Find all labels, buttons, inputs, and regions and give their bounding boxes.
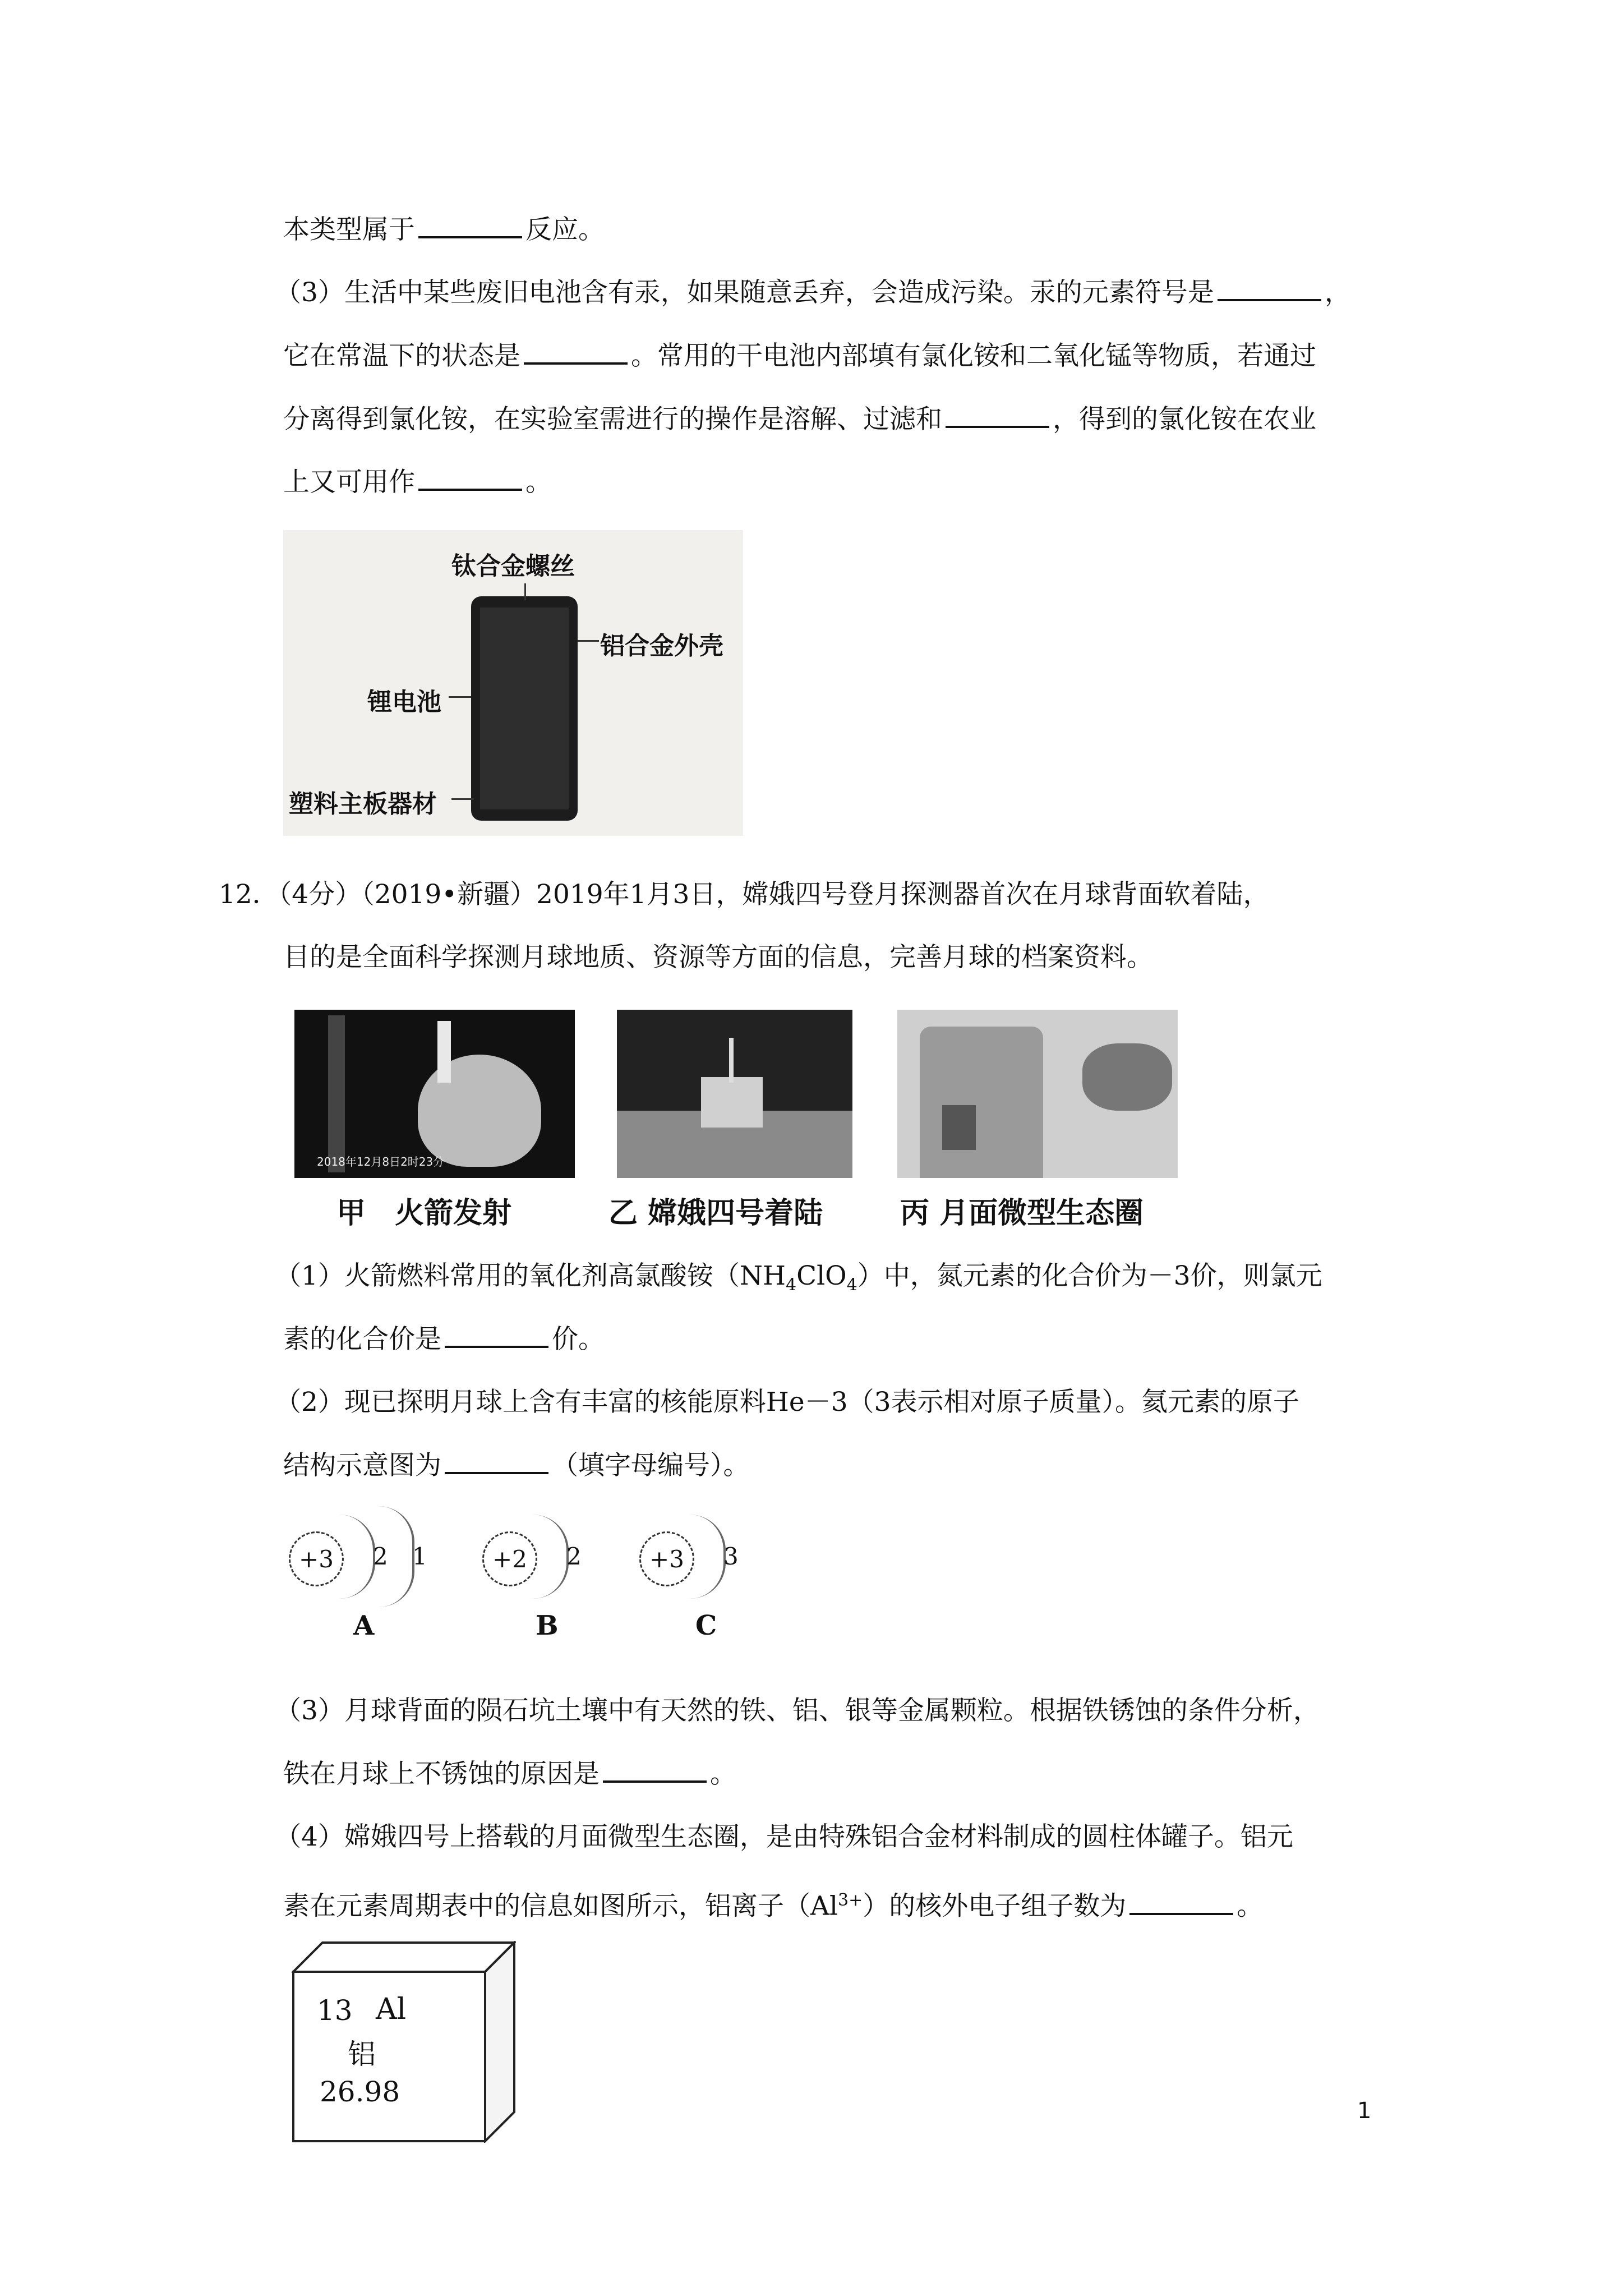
label-aluminum-shell: 铝合金外壳 (600, 632, 723, 660)
rocket-body (437, 1021, 451, 1083)
element-mass: 26.98 (320, 2076, 400, 2108)
lander-body (701, 1077, 763, 1128)
pointer-line (449, 696, 471, 698)
label-titanium-screw: 钛合金螺丝 (451, 552, 575, 581)
element-card-outline (292, 1941, 516, 2143)
element-name: 铝 (348, 2038, 376, 2070)
element-number: 13 (317, 1994, 353, 2027)
answer-blank[interactable] (445, 1452, 548, 1474)
element-symbol: Al (376, 1993, 407, 2026)
phone-figure (283, 530, 743, 836)
atom-b-label: B (536, 1610, 559, 1641)
caption-rocket-launch: 甲 火箭发射 (336, 1197, 512, 1230)
answer-blank[interactable] (946, 406, 1049, 428)
atom-a-nucleus: +3 (289, 1531, 344, 1586)
pointer-line (451, 798, 474, 800)
phone-body (471, 596, 578, 821)
ecosphere-canister (920, 1027, 1043, 1178)
atom-diagram-a (289, 1520, 457, 1644)
atom-b-electrons-1: 2 (566, 1543, 582, 1570)
phone-screen (480, 608, 569, 809)
answer-blank[interactable] (603, 1760, 707, 1783)
atom-diagram-c (639, 1520, 785, 1644)
pointer-line (578, 640, 599, 642)
text-line-5: 上又可用作 。 (283, 467, 552, 498)
atom-c-label: C (695, 1610, 717, 1641)
atom-b-shell-1 (533, 1515, 569, 1599)
label-lithium-battery: 锂电池 (367, 688, 441, 716)
text-line-1: 本类型属于 反应。 (283, 214, 605, 245)
question-12-line-1: 12．（4分）（2019•新疆）2019年1月3日，嫦娥四号登月探测器首次在月球背面软着陆， (219, 879, 1270, 910)
pointer-line (524, 583, 526, 600)
part-3-line-2: 铁在月球上不锈蚀的原因是 。 (283, 1759, 736, 1789)
question-12-line-2: 目的是全面科学探测月球地质、资源等方面的信息，完善月球的档案资料。 (283, 942, 1153, 973)
answer-blank[interactable] (524, 342, 628, 365)
part-1-line-1: （1）火箭燃料常用的氧化剂高氯酸铵$(NH_4ClO_4)$中，氮元素的化合价为－3价，则氯元 (275, 1260, 1322, 1295)
atom-a-shell-1 (339, 1515, 375, 1599)
atom-c-shell-1 (690, 1515, 726, 1599)
element-card (292, 1941, 516, 2143)
answer-blank[interactable] (1218, 279, 1321, 301)
atom-a-electrons-1: 2 (373, 1543, 388, 1570)
text-line-3: 它在常温下的状态是 。常用的干电池内部填有氯化铵和二氧化锰等物质，若通过 (283, 341, 1316, 371)
launch-tower (328, 1015, 345, 1172)
part-2-line-2: 结构示意图为 （填字母编号）。 (283, 1450, 750, 1481)
background-object (1082, 1043, 1172, 1111)
photo-rocket-launch (294, 1010, 575, 1178)
atom-c-electrons-1: 3 (723, 1543, 739, 1570)
photo-ecosphere (897, 1010, 1178, 1178)
label-plastic-board: 塑料主板器材 (289, 790, 437, 818)
page-number: 1 (1357, 2098, 1372, 2124)
caption-ecosphere: 丙 月面微型生态圈 (900, 1197, 1144, 1230)
answer-blank[interactable] (445, 1326, 548, 1348)
caption-lander: 乙 嫦娥四号着陆 (608, 1197, 823, 1230)
atom-diagram-b (482, 1520, 628, 1644)
part-3-line-1: （3）月球背面的陨石坑土壤中有天然的铁、铝、银等金属颗粒。根据铁锈蚀的条件分析， (275, 1695, 1320, 1726)
lander-antenna (729, 1038, 734, 1083)
answer-blank[interactable] (418, 216, 522, 238)
part-4-line-2: 素在元素周期表中的信息如图所示，铝离子$(Al^{3+})$的核外电子组子数为 。 (283, 1890, 1264, 1922)
atom-a-electrons-2: 1 (412, 1543, 427, 1570)
rocket-smoke (418, 1055, 541, 1167)
part-2-line-1: （2）现已探明月球上含有丰富的核能原料He－3（3表示相对原子质量）。氦元素的原子 (275, 1387, 1300, 1418)
atom-a-label: A (353, 1610, 375, 1641)
canister-label (942, 1105, 976, 1150)
atom-c-nucleus: +3 (639, 1531, 694, 1586)
text-line-2: （3）生活中某些废旧电池含有汞，如果随意丢弃，会造成污染。汞的元素符号是 ， (275, 277, 1351, 308)
answer-blank[interactable] (1129, 1893, 1233, 1915)
photo-timestamp: 2018年12月8日2时23分 (317, 1155, 445, 1168)
answer-blank[interactable] (418, 468, 522, 491)
text-line-4: 分离得到氯化铵，在实验室需进行的操作是溶解、过滤和 ，得到的氯化铵在农业 (283, 404, 1316, 435)
atom-b-nucleus: +2 (482, 1531, 537, 1586)
part-4-line-1: （4）嫦娥四号上搭载的月面微型生态圈，是由特殊铝合金材料制成的圆柱体罐子。铝元 (275, 1821, 1293, 1852)
part-1-line-2: 素的化合价是 价。 (283, 1324, 605, 1355)
photo-lander (617, 1010, 852, 1178)
